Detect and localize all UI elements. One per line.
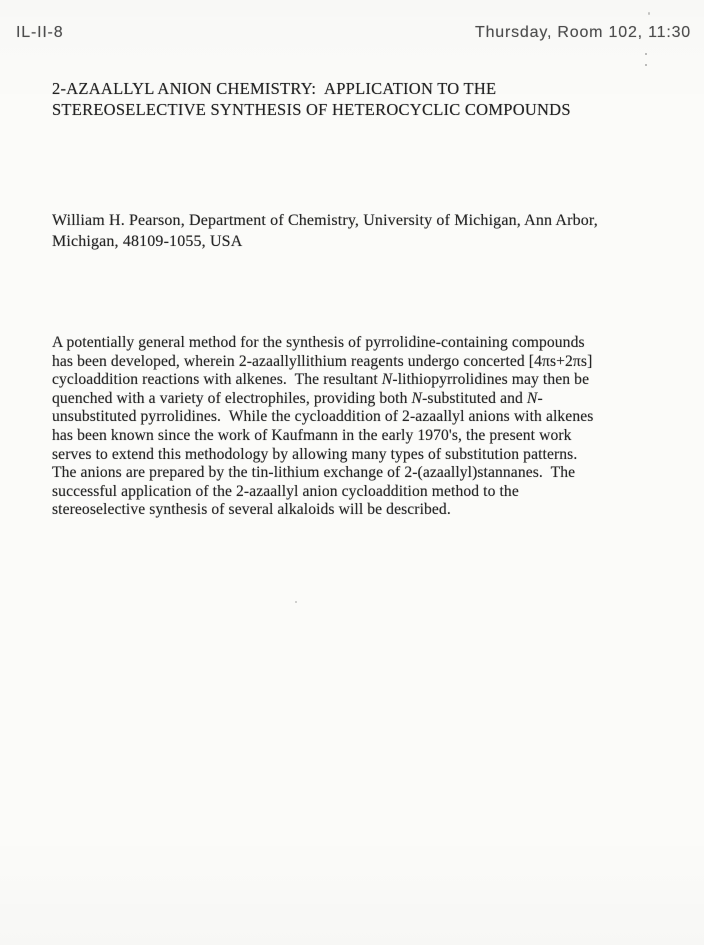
scan-artifact-mark: [645, 53, 647, 66]
abstract-title: 2-AZAALLYL ANION CHEMISTRY: APPLICATION TO THE STEREOSELECTIVE SYNTHESIS OF HETEROCYCLIC COMPOUNDS: [52, 79, 571, 119]
session-code: IL-II-8: [16, 24, 64, 41]
scan-speck: [295, 601, 297, 603]
abstract-body: A potentially general method for the synthesis of pyrrolidine-containing compounds has been developed, wherein 2-azaallyllithium reagents undergo concerted [4πs+2πs] cycloaddition reactions with alkenes. The resultant N-lithiopyrrolidines may then be quenched with a variety of electrophiles, providing both N-substituted and N- unsubstituted pyrrolidines. While the cycloaddition of 2-azaallyl anions with alkenes has been known since the work of Kaufmann in the early 1970's, the present work serves to extend this methodology by allowing many types of substitution patterns. The anions are prepared by the tin-lithium exchange of 2-(azaallyl)stannanes. The successful application of the 2-azaallyl anion cycloaddition method to the stereoselective synthesis of several alkaloids will be described.: [52, 334, 594, 519]
author-affiliation: William H. Pearson, Department of Chemistry, University of Michigan, Ann Arbor, Michigan, 48109-1055, USA: [52, 212, 598, 250]
session-schedule: Thursday, Room 102, 11:30: [475, 24, 691, 41]
page-header: [16, 24, 691, 42]
scan-speck: [648, 12, 650, 15]
